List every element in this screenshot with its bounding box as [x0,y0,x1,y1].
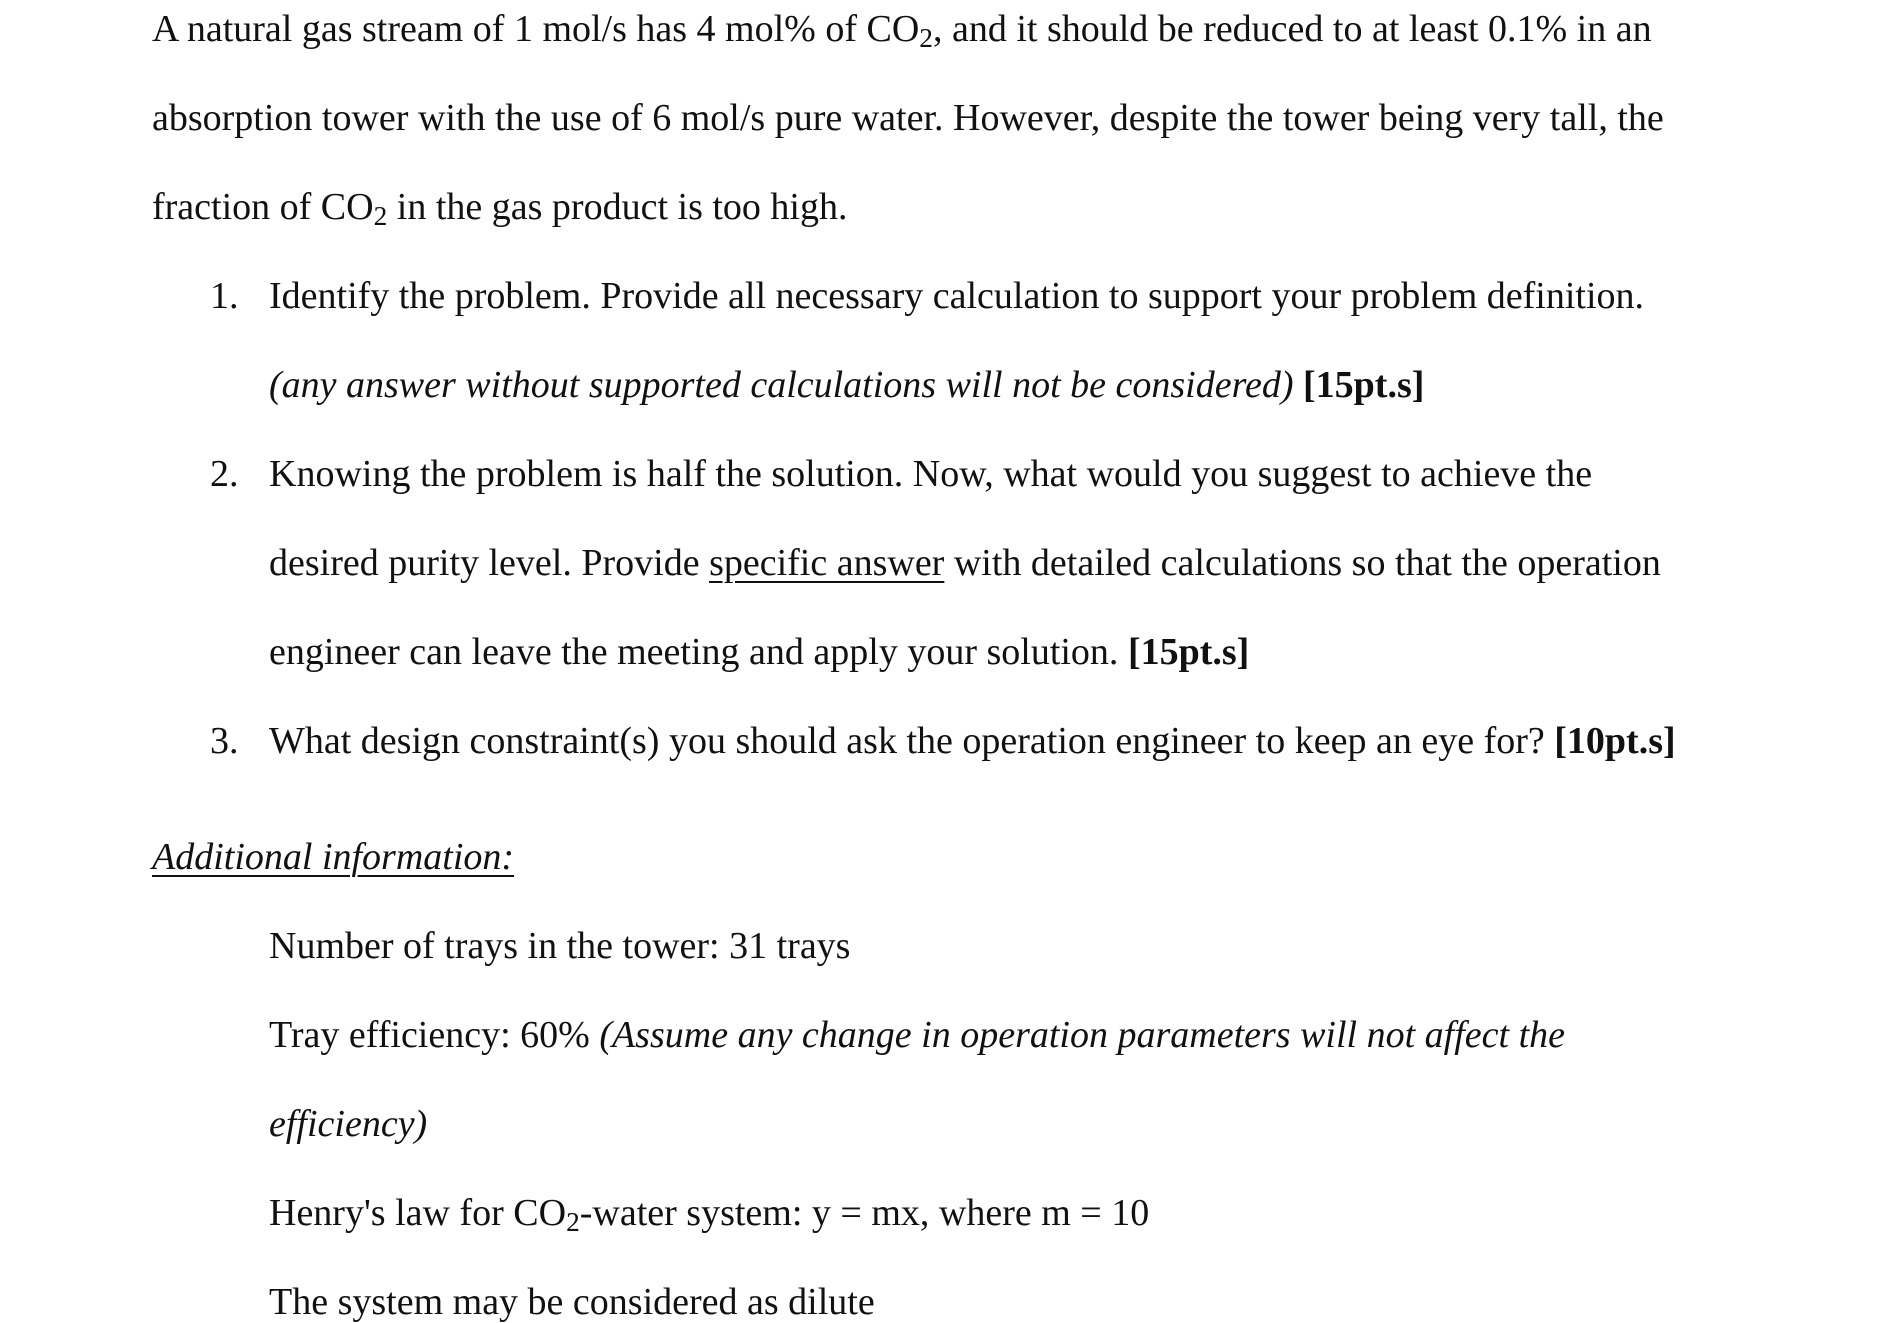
question-2-number: 2. [210,453,239,495]
question-2-text: Knowing the problem is half the solution. Now, what would you suggest to achieve the [269,453,1593,495]
efficiency-info-continued: efficiency) [269,1103,428,1145]
henry-law-info: Henry's law for $CO_2$-water system: y = mx, where m = 10 [269,1192,1150,1238]
intro-line-3: fraction of $CO_2$ in the gas product is too high. [152,186,848,232]
question-3-text: What design constraint(s) you should ask the operation engineer to keep an eye for? [10pt.s] [269,720,1676,762]
question-2-text-line-2: desired purity level. Provide specific answer with detailed calculations so that the operation [269,542,1661,584]
question-3-points: [10pt.s] [1554,720,1676,762]
intro-line-2: absorption tower with the use of 6 mol/s pure water. However, despite the tower being very tall, the [152,97,1664,139]
additional-info-heading: Additional information: [152,836,515,878]
question-2-points: [15pt.s] [1127,631,1250,673]
dilute-system-info: The system may be considered as dilute [269,1281,875,1323]
question-1-note: (any answer without supported calculations will not be considered) [15pt.s] [269,364,1425,406]
specific-answer-underlined: specific answer [709,542,945,584]
question-1-number: 1. [210,275,239,317]
question-1-text: Identify the problem. Provide all necessary calculation to support your problem definition. [269,275,1645,317]
question-2-text-line-3: engineer can leave the meeting and apply your solution. [15pt.s] [269,631,1250,673]
question-3-number: 3. [210,720,239,762]
intro-line-1: A natural gas stream of 1 mol/s has 4 mol% of $CO_2$, and it should be reduced to at least 0.1% in an [152,8,1652,54]
efficiency-info: Tray efficiency: 60% (Assume any change in operation parameters will not affect the [269,1014,1565,1056]
trays-info: Number of trays in the tower: 31 trays [269,925,851,967]
question-1-points: [15pt.s] [1303,364,1425,406]
